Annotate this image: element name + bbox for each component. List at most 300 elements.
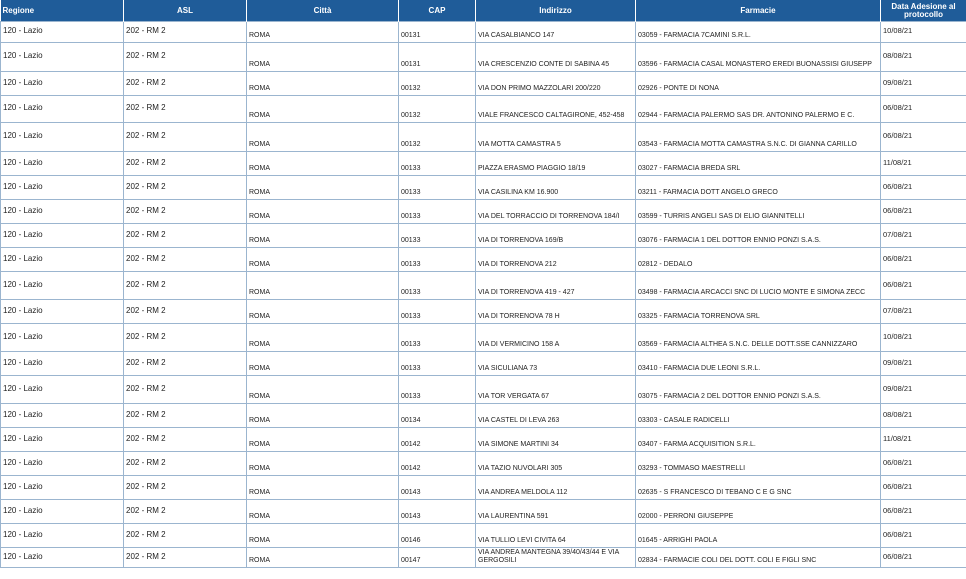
cell-indirizzo — [476, 452, 636, 476]
cell-cap — [399, 300, 476, 324]
cell-text: VIA CRESCENZIO CONTE DI SABINA 45 — [478, 61, 610, 68]
cell-citta — [247, 324, 399, 352]
cell-regione — [1, 224, 124, 248]
cell-text: 03303 - CASALE RADICELLI — [638, 417, 730, 424]
table-row — [1, 404, 966, 428]
cell-text: 09/08/21 — [883, 383, 913, 393]
cell-data-adesione — [881, 123, 966, 152]
cell-text: 06/08/21 — [883, 551, 913, 561]
cell-text: 202 - RM 2 — [126, 331, 166, 341]
cell-text: 02812 - DEDALO — [638, 261, 693, 268]
cell-citta — [247, 300, 399, 324]
cell-cap — [399, 428, 476, 452]
cell-asl — [124, 72, 247, 96]
cell-asl — [124, 200, 247, 224]
cell-regione — [1, 376, 124, 404]
cell-text: 202 - RM 2 — [126, 253, 166, 263]
cell-text: 00133 — [401, 213, 421, 220]
table-row — [1, 476, 966, 500]
cell-text: ROMA — [249, 141, 270, 148]
cell-citta — [247, 452, 399, 476]
cell-data-adesione — [881, 324, 966, 352]
cell-data-adesione — [881, 224, 966, 248]
cell-text: 202 - RM 2 — [126, 357, 166, 367]
table-row — [1, 22, 966, 43]
cell-text: PIAZZA ERASMO PIAGGIO 18/19 — [478, 165, 586, 172]
cell-farmacia — [636, 548, 881, 568]
cell-text: 202 - RM 2 — [126, 279, 166, 289]
cell-citta — [247, 428, 399, 452]
cell-text: VIA ANDREA MELDOLA 112 — [478, 489, 568, 496]
cell-asl — [124, 300, 247, 324]
cell-text: ROMA — [249, 537, 270, 544]
cell-text: 202 - RM 2 — [126, 305, 166, 315]
table-row — [1, 72, 966, 96]
cell-text: 00132 — [401, 141, 421, 148]
cell-text: 00134 — [401, 417, 421, 424]
table-row — [1, 200, 966, 224]
table-row — [1, 152, 966, 176]
cell-asl — [124, 376, 247, 404]
cell-text: 00133 — [401, 365, 421, 372]
cell-text: 00132 — [401, 85, 421, 92]
cell-text: ROMA — [249, 85, 270, 92]
cell-text: ROMA — [249, 261, 270, 268]
cell-cap — [399, 548, 476, 568]
table-row — [1, 300, 966, 324]
cell-text: VIA TULLIO LEVI CIVITA 64 — [478, 537, 566, 544]
cell-data-adesione — [881, 500, 966, 524]
cell-text: 06/08/21 — [883, 457, 913, 467]
cell-text: 07/08/21 — [883, 305, 913, 315]
cell-asl — [124, 548, 247, 568]
cell-regione — [1, 123, 124, 152]
table-row — [1, 324, 966, 352]
cell-text: ROMA — [249, 365, 270, 372]
table-header — [1, 0, 966, 22]
cell-text: 202 - RM 2 — [126, 51, 166, 60]
cell-text: 202 - RM 2 — [126, 181, 166, 191]
cell-text: 11/08/21 — [883, 433, 912, 443]
cell-text: 03596 - FARMACIA CASAL MONASTERO EREDI BUONASSISI GIUSEPP — [638, 61, 872, 68]
cell-indirizzo — [476, 376, 636, 404]
cell-text: ROMA — [249, 189, 270, 196]
cell-farmacia — [636, 176, 881, 200]
cell-text: VIA DEL TORRACCIO DI TORRENOVA 184/I — [478, 213, 620, 220]
cell-text: ROMA — [249, 557, 270, 564]
header-farmacia: Farmacie — [636, 0, 881, 22]
cell-text: 202 - RM 2 — [126, 26, 166, 35]
cell-text: ROMA — [249, 513, 270, 520]
cell-text: 120 - Lazio — [3, 383, 43, 393]
cell-text: 00132 — [401, 112, 421, 119]
cell-text: 02000 - PERRONI GIUSEPPE — [638, 513, 734, 520]
cell-asl — [124, 176, 247, 200]
cell-data-adesione — [881, 476, 966, 500]
cell-text: 06/08/21 — [883, 253, 913, 263]
cell-text: 03325 - FARMACIA TORRENOVA SRL — [638, 313, 760, 320]
cell-text: 00133 — [401, 237, 421, 244]
cell-text: 120 - Lazio — [3, 481, 43, 491]
cell-indirizzo — [476, 548, 636, 568]
cell-asl — [124, 524, 247, 548]
cell-text: 00133 — [401, 313, 421, 320]
cell-citta — [247, 152, 399, 176]
cell-text: 120 - Lazio — [3, 433, 43, 443]
cell-indirizzo — [476, 72, 636, 96]
cell-cap — [399, 476, 476, 500]
cell-text: 00147 — [401, 557, 421, 564]
cell-text: 120 - Lazio — [3, 457, 43, 467]
cell-regione — [1, 72, 124, 96]
cell-text: VIA MOTTA CAMASTRA 5 — [478, 141, 561, 148]
cell-cap — [399, 248, 476, 272]
cell-cap — [399, 500, 476, 524]
cell-text: 09/08/21 — [883, 77, 913, 87]
cell-text: 00131 — [401, 61, 421, 68]
cell-text: VIA DI TORRENOVA 419 - 427 — [478, 289, 575, 296]
cell-data-adesione — [881, 152, 966, 176]
cell-text: 120 - Lazio — [3, 505, 43, 515]
cell-cap — [399, 224, 476, 248]
cell-text: VIALE FRANCESCO CALTAGIRONE, 452-458 — [478, 112, 625, 119]
cell-indirizzo — [476, 404, 636, 428]
cell-text: ROMA — [249, 237, 270, 244]
cell-text: 03543 - FARMACIA MOTTA CAMASTRA S.N.C. DI GIANNA CARILLO — [638, 141, 857, 148]
cell-text: 03569 - FARMACIA ALTHEA S.N.C. DELLE DOTT.SSE CANNIZZARO — [638, 341, 858, 348]
cell-indirizzo — [476, 200, 636, 224]
table-row — [1, 43, 966, 72]
cell-regione — [1, 22, 124, 43]
cell-text: 120 - Lazio — [3, 51, 43, 60]
cell-data-adesione — [881, 72, 966, 96]
cell-text: 01645 - ARRIGHI PAOLA — [638, 537, 718, 544]
cell-text: 120 - Lazio — [3, 205, 43, 215]
cell-text: 00142 — [401, 465, 421, 472]
cell-cap — [399, 123, 476, 152]
cell-data-adesione — [881, 548, 966, 568]
cell-text: 00133 — [401, 189, 421, 196]
cell-citta — [247, 176, 399, 200]
table-row — [1, 96, 966, 123]
cell-text: 120 - Lazio — [3, 157, 43, 167]
header-cap: CAP — [399, 0, 476, 22]
cell-asl — [124, 452, 247, 476]
header-data-adesione: Data Adesione al protocollo — [881, 0, 966, 22]
cell-text: 00143 — [401, 513, 421, 520]
cell-text: 202 - RM 2 — [126, 433, 166, 443]
cell-text: 00133 — [401, 341, 421, 348]
cell-text: 08/08/21 — [883, 51, 913, 60]
cell-text: ROMA — [249, 61, 270, 68]
cell-citta — [247, 96, 399, 123]
cell-citta — [247, 548, 399, 568]
cell-data-adesione — [881, 200, 966, 224]
cell-cap — [399, 72, 476, 96]
cell-indirizzo — [476, 428, 636, 452]
cell-data-adesione — [881, 524, 966, 548]
cell-regione — [1, 324, 124, 352]
cell-text: ROMA — [249, 213, 270, 220]
cell-asl — [124, 96, 247, 123]
cell-text: 120 - Lazio — [3, 529, 43, 539]
cell-asl — [124, 352, 247, 376]
header-regione: Regione — [1, 0, 124, 22]
cell-indirizzo — [476, 176, 636, 200]
cell-text: 202 - RM 2 — [126, 481, 166, 491]
cell-text: 120 - Lazio — [3, 229, 43, 239]
cell-cap — [399, 404, 476, 428]
cell-text: 120 - Lazio — [3, 551, 43, 561]
cell-text: 02834 - FARMACIE COLI DEL DOTT. COLI E FIGLI SNC — [638, 557, 817, 564]
cell-cap — [399, 524, 476, 548]
cell-text: 03059 - FARMACIA 7CAMINI S.R.L. — [638, 32, 751, 39]
cell-asl — [124, 324, 247, 352]
cell-text: 202 - RM 2 — [126, 131, 166, 140]
cell-indirizzo — [476, 476, 636, 500]
cell-text: 06/08/21 — [883, 529, 913, 539]
cell-text: 202 - RM 2 — [126, 103, 166, 112]
cell-text: 09/08/21 — [883, 357, 913, 367]
cell-indirizzo — [476, 272, 636, 300]
cell-data-adesione — [881, 22, 966, 43]
table-row — [1, 272, 966, 300]
cell-text: VIA DI VERMICINO 158 A — [478, 341, 560, 348]
cell-farmacia — [636, 376, 881, 404]
cell-text: 06/08/21 — [883, 131, 913, 140]
cell-citta — [247, 500, 399, 524]
cell-text: 06/08/21 — [883, 181, 913, 191]
cell-farmacia — [636, 452, 881, 476]
cell-regione — [1, 476, 124, 500]
table-row — [1, 224, 966, 248]
cell-data-adesione — [881, 176, 966, 200]
table-row — [1, 352, 966, 376]
cell-farmacia — [636, 300, 881, 324]
cell-citta — [247, 248, 399, 272]
cell-text: ROMA — [249, 393, 270, 400]
cell-text: 202 - RM 2 — [126, 409, 166, 419]
table-body — [1, 22, 966, 568]
cell-citta — [247, 476, 399, 500]
cell-text: 07/08/21 — [883, 229, 913, 239]
cell-asl — [124, 272, 247, 300]
cell-farmacia — [636, 43, 881, 72]
cell-text: VIA CASILINA KM 16.900 — [478, 189, 559, 196]
cell-text: 10/08/21 — [883, 26, 913, 35]
cell-data-adesione — [881, 352, 966, 376]
cell-indirizzo — [476, 324, 636, 352]
cell-asl — [124, 152, 247, 176]
cell-text: 06/08/21 — [883, 205, 913, 215]
cell-citta — [247, 43, 399, 72]
cell-asl — [124, 476, 247, 500]
cell-text: VIA SICULIANA 73 — [478, 365, 538, 372]
cell-regione — [1, 524, 124, 548]
header-citta: Città — [247, 0, 399, 22]
cell-text: 202 - RM 2 — [126, 529, 166, 539]
cell-text: 202 - RM 2 — [126, 383, 166, 393]
cell-farmacia — [636, 22, 881, 43]
cell-farmacia — [636, 352, 881, 376]
cell-text: 00143 — [401, 489, 421, 496]
cell-text: ROMA — [249, 165, 270, 172]
cell-text: 120 - Lazio — [3, 331, 43, 341]
cell-text: 10/08/21 — [883, 331, 913, 341]
cell-text: 03410 - FARMACIA DUE LEONI S.R.L. — [638, 365, 761, 372]
cell-data-adesione — [881, 404, 966, 428]
cell-data-adesione — [881, 272, 966, 300]
cell-data-adesione — [881, 96, 966, 123]
cell-text: 120 - Lazio — [3, 181, 43, 191]
cell-cap — [399, 272, 476, 300]
cell-text: VIA TOR VERGATA 67 — [478, 393, 550, 400]
cell-text: 00133 — [401, 261, 421, 268]
header-indirizzo: Indirizzo — [476, 0, 636, 22]
cell-data-adesione — [881, 376, 966, 404]
cell-text: VIA LAURENTINA 591 — [478, 513, 549, 520]
cell-text: 11/08/21 — [883, 157, 912, 167]
cell-regione — [1, 96, 124, 123]
cell-text: 06/08/21 — [883, 505, 913, 515]
table-row — [1, 452, 966, 476]
cell-indirizzo — [476, 524, 636, 548]
cell-regione — [1, 404, 124, 428]
cell-text: 02944 - FARMACIA PALERMO SAS DR. ANTONINO PALERMO E C. — [638, 112, 855, 119]
cell-indirizzo — [476, 123, 636, 152]
cell-citta — [247, 352, 399, 376]
cell-text: 03076 - FARMACIA 1 DEL DOTTOR ENNIO PONZI S.A.S. — [638, 237, 821, 244]
cell-asl — [124, 404, 247, 428]
cell-text: ROMA — [249, 489, 270, 496]
cell-text: 202 - RM 2 — [126, 457, 166, 467]
cell-text: 120 - Lazio — [3, 409, 43, 419]
cell-citta — [247, 524, 399, 548]
cell-text: 03407 - FARMA ACQUISITION S.R.L. — [638, 441, 756, 448]
cell-indirizzo — [476, 224, 636, 248]
cell-cap — [399, 152, 476, 176]
cell-farmacia — [636, 524, 881, 548]
cell-text: ROMA — [249, 32, 270, 39]
cell-text: 202 - RM 2 — [126, 205, 166, 215]
cell-text: VIA SIMONE MARTINI 34 — [478, 441, 559, 448]
table-row — [1, 176, 966, 200]
cell-regione — [1, 300, 124, 324]
cell-farmacia — [636, 476, 881, 500]
cell-text: ROMA — [249, 465, 270, 472]
cell-indirizzo — [476, 500, 636, 524]
cell-citta — [247, 123, 399, 152]
cell-text: 202 - RM 2 — [126, 505, 166, 515]
table-row — [1, 428, 966, 452]
cell-text: 02926 - PONTE DI NONA — [638, 85, 719, 92]
cell-data-adesione — [881, 300, 966, 324]
cell-asl — [124, 22, 247, 43]
cell-text: 202 - RM 2 — [126, 77, 166, 87]
cell-text: VIA DI TORRENOVA 169/B — [478, 237, 564, 244]
cell-text: 120 - Lazio — [3, 26, 43, 35]
cell-cap — [399, 22, 476, 43]
cell-text: 120 - Lazio — [3, 357, 43, 367]
cell-cap — [399, 200, 476, 224]
cell-indirizzo — [476, 22, 636, 43]
cell-text: 03498 - FARMACIA ARCACCI SNC DI LUCIO MONTE E SIMONA ZECC — [638, 289, 866, 296]
cell-farmacia — [636, 152, 881, 176]
cell-text: 03027 - FARMACIA BREDA SRL — [638, 165, 741, 172]
cell-indirizzo — [476, 96, 636, 123]
cell-text: 00133 — [401, 393, 421, 400]
cell-regione — [1, 352, 124, 376]
cell-text: VIA DI TORRENOVA 212 — [478, 261, 557, 268]
cell-regione — [1, 152, 124, 176]
cell-cap — [399, 43, 476, 72]
cell-farmacia — [636, 500, 881, 524]
cell-citta — [247, 200, 399, 224]
cell-cap — [399, 352, 476, 376]
cell-text: ROMA — [249, 112, 270, 119]
cell-regione — [1, 176, 124, 200]
cell-citta — [247, 272, 399, 300]
cell-citta — [247, 72, 399, 96]
cell-farmacia — [636, 224, 881, 248]
cell-citta — [247, 404, 399, 428]
cell-text: 120 - Lazio — [3, 103, 43, 112]
table-row — [1, 248, 966, 272]
cell-farmacia — [636, 324, 881, 352]
header-asl: ASL — [124, 0, 247, 22]
table-row — [1, 123, 966, 152]
cell-indirizzo — [476, 248, 636, 272]
cell-text: 03599 - TURRIS ANGELI SAS DI ELIO GIANNITELLI — [638, 213, 805, 220]
cell-text: 06/08/21 — [883, 481, 913, 491]
cell-data-adesione — [881, 43, 966, 72]
cell-asl — [124, 428, 247, 452]
cell-text: 120 - Lazio — [3, 253, 43, 263]
cell-text: 202 - RM 2 — [126, 551, 166, 561]
cell-citta — [247, 224, 399, 248]
cell-indirizzo — [476, 300, 636, 324]
cell-farmacia — [636, 96, 881, 123]
cell-text: 00142 — [401, 441, 421, 448]
cell-text: 120 - Lazio — [3, 305, 43, 315]
cell-text: 120 - Lazio — [3, 279, 43, 289]
cell-regione — [1, 452, 124, 476]
cell-citta — [247, 376, 399, 404]
cell-cap — [399, 452, 476, 476]
cell-regione — [1, 500, 124, 524]
cell-farmacia — [636, 123, 881, 152]
cell-regione — [1, 548, 124, 568]
cell-data-adesione — [881, 452, 966, 476]
cell-cap — [399, 96, 476, 123]
cell-text: 00146 — [401, 537, 421, 544]
cell-text: ROMA — [249, 441, 270, 448]
cell-text: 120 - Lazio — [3, 131, 43, 140]
cell-text: ROMA — [249, 313, 270, 320]
cell-regione — [1, 43, 124, 72]
cell-text: 00133 — [401, 289, 421, 296]
cell-data-adesione — [881, 428, 966, 452]
cell-asl — [124, 248, 247, 272]
cell-regione — [1, 272, 124, 300]
cell-text: 02635 - S FRANCESCO DI TEBANO C E G SNC — [638, 489, 792, 496]
cell-indirizzo — [476, 43, 636, 72]
cell-text: 202 - RM 2 — [126, 229, 166, 239]
cell-farmacia — [636, 72, 881, 96]
cell-cap — [399, 324, 476, 352]
cell-asl — [124, 123, 247, 152]
cell-citta — [247, 22, 399, 43]
